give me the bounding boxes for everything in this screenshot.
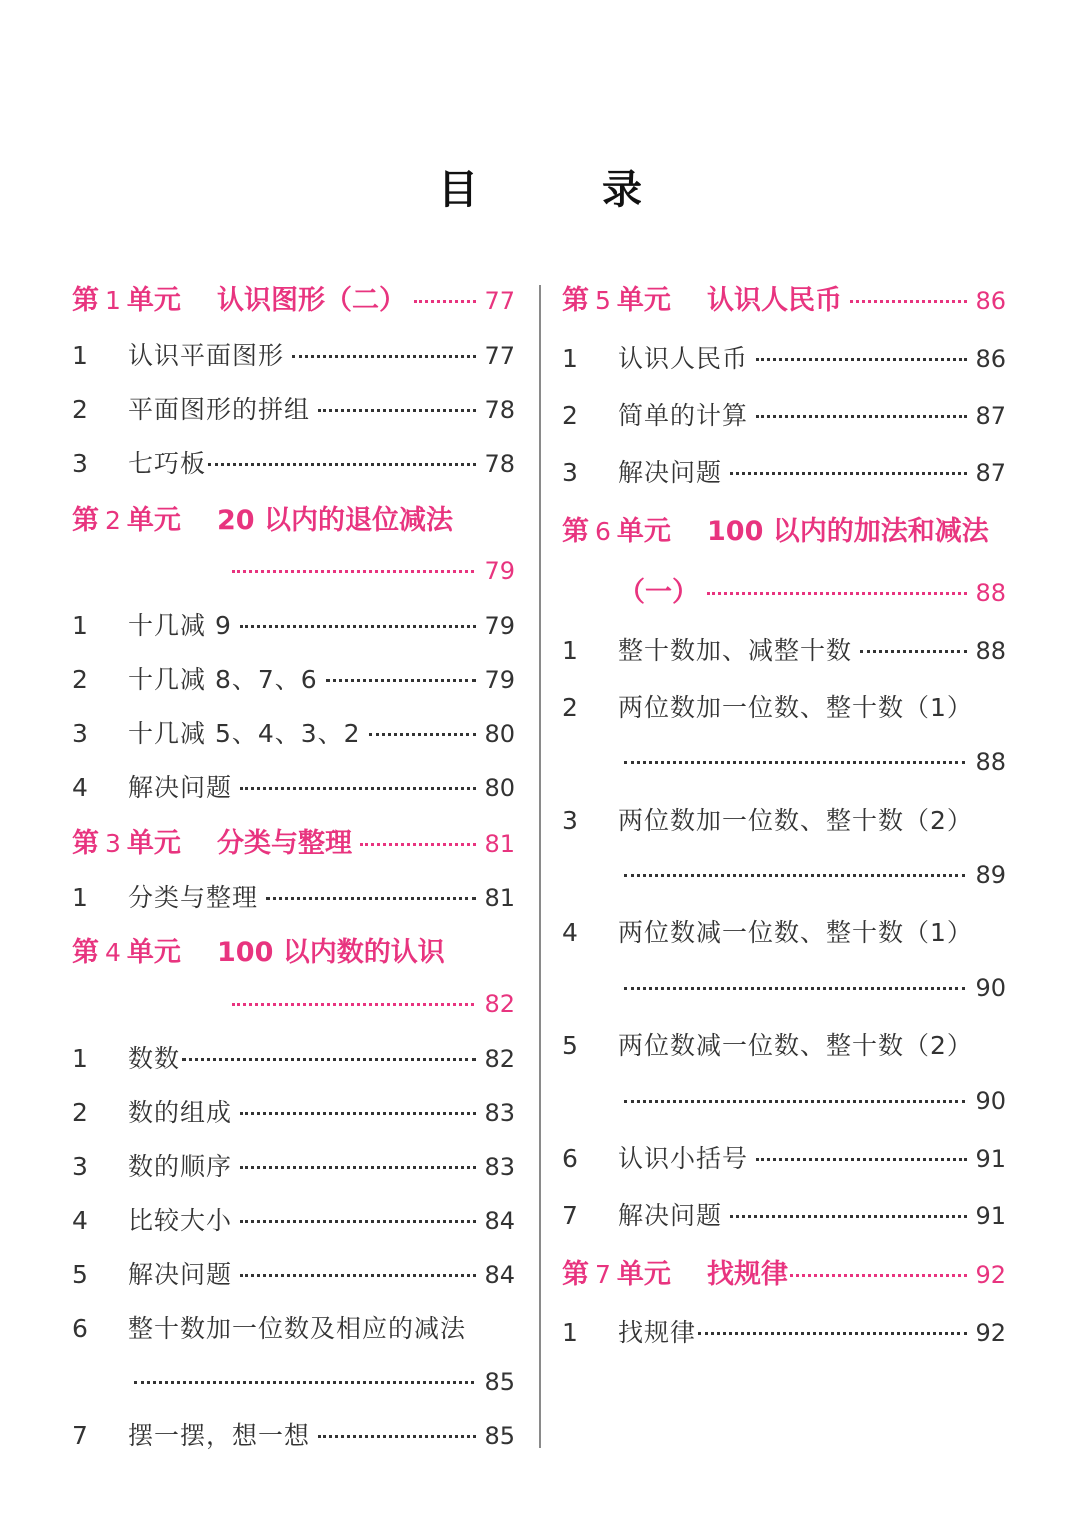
unit-label: 第 5 单元 (562, 285, 671, 316)
unit-title: 100 以内的加法和减法 (707, 516, 989, 547)
dot-leader (698, 1332, 967, 1335)
dot-leader (707, 592, 967, 595)
unit-label: 第 1 单元 (72, 285, 181, 316)
toc-entry[interactable] (72, 721, 515, 746)
dot-leader (860, 650, 967, 653)
unit-label: 第 2 单元 (72, 505, 181, 536)
toc-unit-7[interactable] (562, 1261, 1006, 1288)
dot-leader (730, 1215, 967, 1218)
toc-unit-5[interactable] (562, 287, 1006, 314)
dot-leader (292, 355, 476, 358)
page-number: 87 (975, 459, 1006, 487)
toc-entry[interactable] (72, 613, 515, 638)
entry-title: 认识小括号 (618, 1144, 749, 1173)
dot-leader (240, 625, 477, 628)
toc-unit-6[interactable] (562, 518, 1006, 545)
entry-title: 解决问题 (618, 1201, 723, 1230)
entry-title: 分类与整理 (128, 883, 259, 912)
page-number: 88 (975, 748, 1006, 776)
toc-unit-2[interactable] (72, 507, 515, 534)
page-number: 77 (484, 342, 515, 370)
dot-leader (208, 463, 476, 466)
dot-leader (240, 1166, 476, 1169)
toc-entry[interactable] (72, 343, 515, 368)
dot-leader (318, 1435, 476, 1438)
entry-number: 6 (562, 1144, 578, 1173)
page-number: 91 (975, 1202, 1006, 1230)
page-number: 80 (484, 720, 515, 748)
entry-number: 5 (562, 1031, 578, 1060)
page-number: 91 (975, 1145, 1006, 1173)
entry-number: 1 (562, 344, 578, 373)
toc-entry[interactable] (72, 1262, 515, 1287)
unit-title: 认识图形（二） (217, 285, 406, 316)
unit-title: 认识人民币 (707, 285, 842, 316)
toc-entry[interactable] (72, 1423, 515, 1448)
toc-entry[interactable] (562, 403, 1006, 428)
page-number: 78 (484, 396, 515, 424)
entry-title: 认识人民币 (618, 344, 749, 373)
toc-unit-3[interactable] (72, 830, 515, 857)
entry-number: 2 (72, 665, 88, 694)
toc-entry[interactable] (72, 1100, 515, 1125)
toc-entry[interactable] (562, 638, 1006, 663)
entry-title: 解决问题 (128, 773, 233, 802)
page-number: 85 (484, 1422, 515, 1450)
toc-entry-page-line[interactable] (624, 976, 1006, 1000)
entry-number: 6 (72, 1314, 88, 1343)
entry-number: 1 (562, 636, 578, 665)
page-number: 88 (975, 579, 1006, 607)
entry-number: 7 (72, 1421, 88, 1450)
toc-entry[interactable] (562, 460, 1006, 485)
dot-leader (624, 761, 965, 764)
unit-label: 第 7 单元 (562, 1259, 671, 1290)
dot-leader (624, 874, 965, 877)
page-number: 83 (484, 1099, 515, 1127)
entry-number: 2 (72, 395, 88, 424)
entry-title: 两位数加一位数、整十数（1） (618, 693, 973, 722)
toc-entry-multiline[interactable] (72, 1316, 515, 1341)
page-number: 81 (484, 830, 515, 858)
unit-label: 第 4 单元 (72, 937, 181, 968)
toc-entry[interactable] (72, 885, 515, 910)
page-number: 79 (484, 557, 515, 585)
page-number: 90 (975, 1087, 1006, 1115)
page-number: 88 (975, 637, 1006, 665)
entry-number: 3 (72, 719, 88, 748)
entry-number: 2 (562, 401, 578, 430)
page-number: 87 (975, 402, 1006, 430)
toc-entry-multiline[interactable] (562, 695, 1006, 720)
entry-title: 两位数减一位数、整十数（1） (618, 918, 973, 947)
entry-title: 两位数加一位数、整十数（2） (618, 806, 973, 835)
page-number: 92 (975, 1261, 1006, 1289)
page-title: 目 录 (438, 167, 684, 213)
toc-unit-2-page-line[interactable] (232, 559, 515, 583)
entry-title: 认识平面图形 (128, 341, 285, 370)
entry-title: 解决问题 (618, 458, 723, 487)
dot-leader (756, 358, 967, 361)
page-number: 84 (484, 1261, 515, 1289)
unit-title: 100 以内数的认识 (217, 937, 445, 968)
entry-number: 4 (562, 918, 578, 947)
entry-title: 数的顺序 (128, 1152, 233, 1181)
entry-number: 3 (562, 806, 578, 835)
dot-leader (624, 987, 965, 990)
toc-entry[interactable] (562, 1320, 1006, 1345)
dot-leader (240, 787, 476, 790)
unit-label: 第 6 单元 (562, 516, 671, 547)
dot-leader (326, 679, 477, 682)
dot-leader (134, 1381, 474, 1384)
entry-title: 十几减 5、4、3、2 (128, 719, 361, 748)
entry-number: 3 (72, 449, 88, 478)
page-number: 92 (975, 1319, 1006, 1347)
toc-entry-page-line[interactable] (624, 750, 1006, 774)
dot-leader (232, 570, 474, 573)
dot-leader (624, 1100, 965, 1103)
toc-entry[interactable] (562, 1203, 1006, 1228)
toc-unit-4[interactable] (72, 939, 515, 966)
dot-leader (756, 1158, 967, 1161)
entry-title: 简单的计算 (618, 401, 749, 430)
unit-title: 分类与整理 (217, 828, 352, 859)
entry-number: 3 (72, 1152, 88, 1181)
dot-leader (240, 1112, 476, 1115)
entry-title: 十几减 9 (128, 611, 232, 640)
dot-leader (790, 1274, 967, 1277)
entry-number: 1 (562, 1318, 578, 1347)
unit-title: 找规律 (707, 1259, 788, 1290)
page-number: 86 (975, 287, 1006, 315)
entry-title: 解决问题 (128, 1260, 233, 1289)
entry-title: 整十数加、减整十数 (618, 636, 853, 665)
dot-leader (318, 409, 476, 412)
dot-leader (414, 300, 476, 303)
toc-entry-page-line[interactable] (134, 1370, 515, 1394)
column-divider (539, 285, 541, 1448)
dot-leader (730, 472, 967, 475)
toc-unit-1[interactable] (72, 287, 515, 314)
dot-leader (240, 1274, 476, 1277)
page-number: 81 (484, 884, 515, 912)
entry-number: 1 (72, 883, 88, 912)
page-number: 82 (484, 1045, 515, 1073)
entry-title: 十几减 8、7、6 (128, 665, 318, 694)
dot-leader (360, 843, 476, 846)
toc-entry-page-line[interactable] (624, 863, 1006, 887)
toc-entry[interactable] (562, 346, 1006, 371)
page-number: 89 (975, 861, 1006, 889)
toc-entry[interactable] (72, 1208, 515, 1233)
entry-title: 比较大小 (128, 1206, 233, 1235)
toc-entry[interactable] (72, 1154, 515, 1179)
entry-title: 七巧板 (128, 449, 207, 478)
entry-title: 平面图形的拼组 (128, 395, 311, 424)
entry-number: 4 (72, 1206, 88, 1235)
entry-title: 数的组成 (128, 1098, 233, 1127)
toc-entry-page-line[interactable] (624, 1089, 1006, 1113)
entry-title: 两位数减一位数、整十数（2） (618, 1031, 973, 1060)
dot-leader (369, 733, 477, 736)
toc-entry-multiline[interactable] (562, 1033, 1006, 1058)
page-number: 79 (484, 666, 515, 694)
dot-leader (266, 897, 476, 900)
entry-number: 1 (72, 1044, 88, 1073)
toc-entry[interactable] (72, 667, 515, 692)
dot-leader (232, 1003, 474, 1006)
dot-leader (240, 1220, 476, 1223)
toc-unit-4-page-line[interactable] (232, 992, 515, 1016)
page-number: 78 (484, 450, 515, 478)
entry-number: 1 (72, 341, 88, 370)
toc-entry-multiline[interactable] (562, 808, 1006, 833)
unit-title: 20 以内的退位减法 (217, 505, 453, 536)
page-number: 79 (484, 612, 515, 640)
toc-entry[interactable] (562, 1146, 1006, 1171)
entry-number: 5 (72, 1260, 88, 1289)
toc-entry[interactable] (72, 397, 515, 422)
entry-number: 2 (562, 693, 578, 722)
dot-leader (850, 300, 967, 303)
toc-entry[interactable] (72, 451, 515, 476)
entry-number: 3 (562, 458, 578, 487)
dot-leader (182, 1058, 476, 1061)
toc-entry-multiline[interactable] (562, 920, 1006, 945)
entry-title: 找规律 (618, 1318, 697, 1347)
toc-entry[interactable] (72, 775, 515, 800)
entry-title: 摆一摆，想一想 (128, 1421, 311, 1450)
page-number: 80 (484, 774, 515, 802)
page-number: 85 (484, 1368, 515, 1396)
entry-number: 2 (72, 1098, 88, 1127)
dot-leader (756, 415, 967, 418)
page-number: 86 (975, 345, 1006, 373)
entry-title: 数数 (128, 1044, 181, 1073)
page-number: 83 (484, 1153, 515, 1181)
page-number: 84 (484, 1207, 515, 1235)
entry-number: 7 (562, 1201, 578, 1230)
entry-number: 4 (72, 773, 88, 802)
page-number: 77 (484, 287, 515, 315)
unit-label: 第 3 单元 (72, 828, 181, 859)
toc-unit-6-page-line[interactable] (618, 579, 1006, 606)
toc-entry[interactable] (72, 1046, 515, 1071)
unit-title-continued: （一） (618, 577, 699, 608)
entry-number: 1 (72, 611, 88, 640)
page-number: 90 (975, 974, 1006, 1002)
entry-title: 整十数加一位数及相应的减法 (128, 1314, 467, 1343)
page-number: 82 (484, 990, 515, 1018)
